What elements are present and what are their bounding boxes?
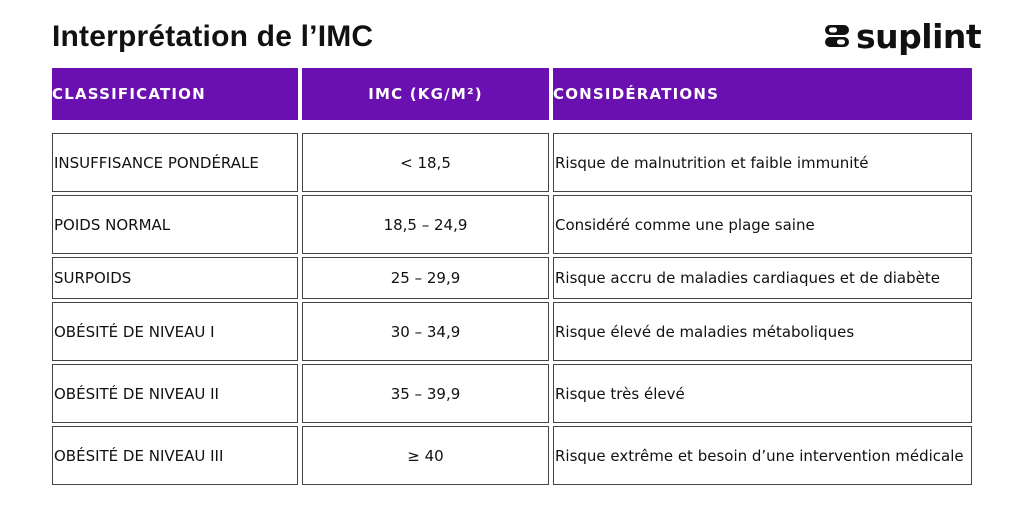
row-considerations: Risque très élevé xyxy=(553,364,972,423)
row-considerations: Risque extrême et besoin d’une intervention médicale xyxy=(553,426,972,485)
brand-logo xyxy=(822,18,981,54)
row-classification: SURPOIDS xyxy=(52,257,298,299)
row-imc: 18,5 – 24,9 xyxy=(302,195,549,254)
header-classification: CLASSIFICATION xyxy=(52,68,298,120)
row-classification: OBÉSITÉ DE NIVEAU II xyxy=(52,364,298,423)
row-considerations: Risque accru de maladies cardiaques et de diabète xyxy=(553,257,972,299)
row-considerations: Considéré comme une plage saine xyxy=(553,195,972,254)
brand-name: suplint xyxy=(856,16,982,56)
page-title: Interprétation de l’IMC xyxy=(52,20,374,53)
row-imc: ≥ 40 xyxy=(302,426,549,485)
row-imc: 25 – 29,9 xyxy=(302,257,549,299)
header-imc: IMC (KG/M²) xyxy=(302,68,549,120)
row-considerations: Risque élevé de maladies métaboliques xyxy=(553,302,972,361)
row-imc: 30 – 34,9 xyxy=(302,302,549,361)
row-classification: POIDS NORMAL xyxy=(52,195,298,254)
row-classification: OBÉSITÉ DE NIVEAU I xyxy=(52,302,298,361)
pill-capsule-icon xyxy=(822,23,854,49)
row-imc: < 18,5 xyxy=(302,133,549,192)
header-considerations: CONSIDÉRATIONS xyxy=(553,68,972,120)
row-classification: OBÉSITÉ DE NIVEAU III xyxy=(52,426,298,485)
row-classification: INSUFFISANCE PONDÉRALE xyxy=(52,133,298,192)
row-imc: 35 – 39,9 xyxy=(302,364,549,423)
row-considerations: Risque de malnutrition et faible immunité xyxy=(553,133,972,192)
